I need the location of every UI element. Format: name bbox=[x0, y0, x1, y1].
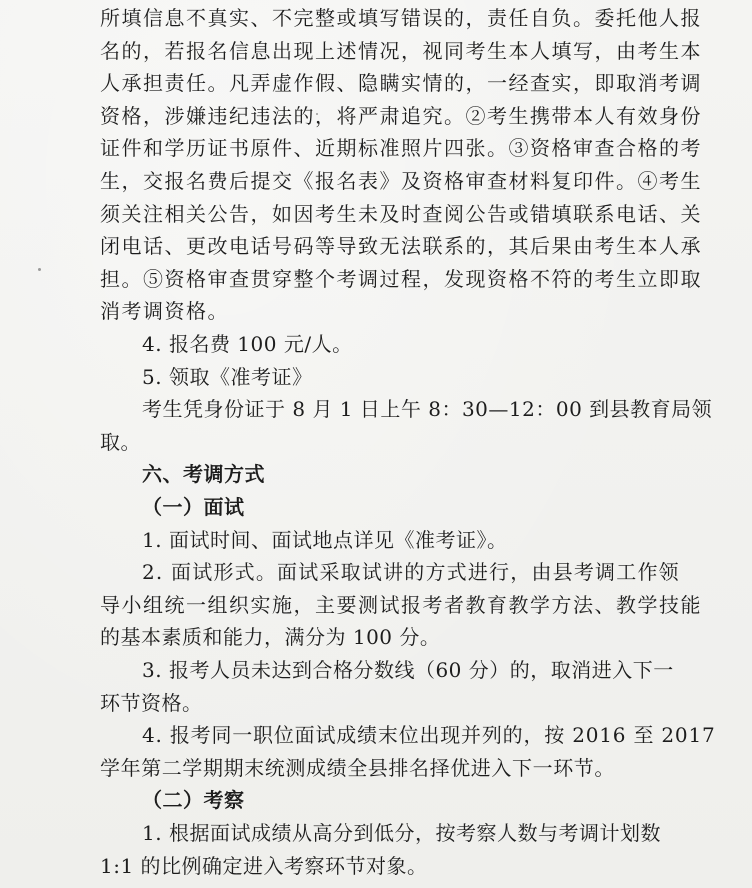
body-line: 担。⑤资格审查贯穿整个考调过程，发现资格不符的考生立即取 bbox=[100, 266, 702, 291]
body-line: 4. 报考同一职位面试成绩末位出现并列的，按 2016 至 2017 bbox=[142, 723, 716, 748]
section-heading: 六、考调方式 bbox=[142, 462, 265, 487]
body-line: 名的，若报名信息出现上述情况，视同考生本人填写，由考生本 bbox=[100, 38, 702, 63]
body-line: 证件和学历证书原件、近期标准照片四张。③资格审查合格的考 bbox=[100, 136, 702, 161]
body-line: 2. 面试形式。面试采取试讲的方式进行，由县考调工作领 bbox=[142, 560, 680, 585]
body-line: 学年第二学期期末统测成绩全县排名择优进入下一环节。 bbox=[100, 755, 615, 780]
body-line: 1. 面试时间、面试地点详见《准考证》。 bbox=[142, 527, 508, 552]
body-line: 考生凭身份证于 8 月 1 日上午 8：30—12：00 到县教育局领 bbox=[142, 397, 713, 422]
body-line: 人承担责任。凡弄虚作假、隐瞒实情的，一经查实，即取消考调 bbox=[100, 71, 702, 96]
body-line: 资格，涉嫌违纪违法的，将严肃追究。②考生携带本人有效身份 bbox=[100, 103, 702, 128]
body-line: 须关注相关公告，如因考生未及时查阅公告或错填联系电话、关 bbox=[100, 201, 702, 226]
subsection-heading: （一）面试 bbox=[142, 495, 245, 519]
body-line: 生，交报名费后提交《报名表》及资格审查材料复印件。④考生 bbox=[100, 169, 702, 193]
body-line: 闭电话、更改电话号码等导致无法联系的，其后果由考生本人承 bbox=[100, 234, 702, 259]
body-line: 消考调资格。 bbox=[100, 299, 229, 324]
admission-ticket-item: 5. 领取《准考证》 bbox=[142, 364, 313, 389]
body-line: 1:1 的比例确定进入考察环节对象。 bbox=[100, 853, 428, 878]
body-line: 3. 报考人员未达到合格分数线（60 分）的，取消进入下一 bbox=[142, 658, 674, 682]
body-line: 导小组统一组织实施，主要测试报考者教育教学方法、教学技能 bbox=[100, 592, 702, 617]
body-line: 取。 bbox=[100, 429, 141, 454]
body-line: 环节资格。 bbox=[100, 690, 203, 715]
fee-item: 4. 报名费 100 元/人。 bbox=[142, 332, 353, 356]
body-line: 1. 根据面试成绩从高分到低分，按考察人数与考调计划数 bbox=[142, 821, 661, 845]
body-line: 所填信息不真实、不完整或填写错误的，责任自负。委托他人报 bbox=[100, 6, 702, 30]
scan-speck bbox=[38, 268, 41, 271]
subsection-heading: （二）考察 bbox=[142, 788, 245, 813]
body-line: 的基本素质和能力，满分为 100 分。 bbox=[100, 625, 441, 650]
